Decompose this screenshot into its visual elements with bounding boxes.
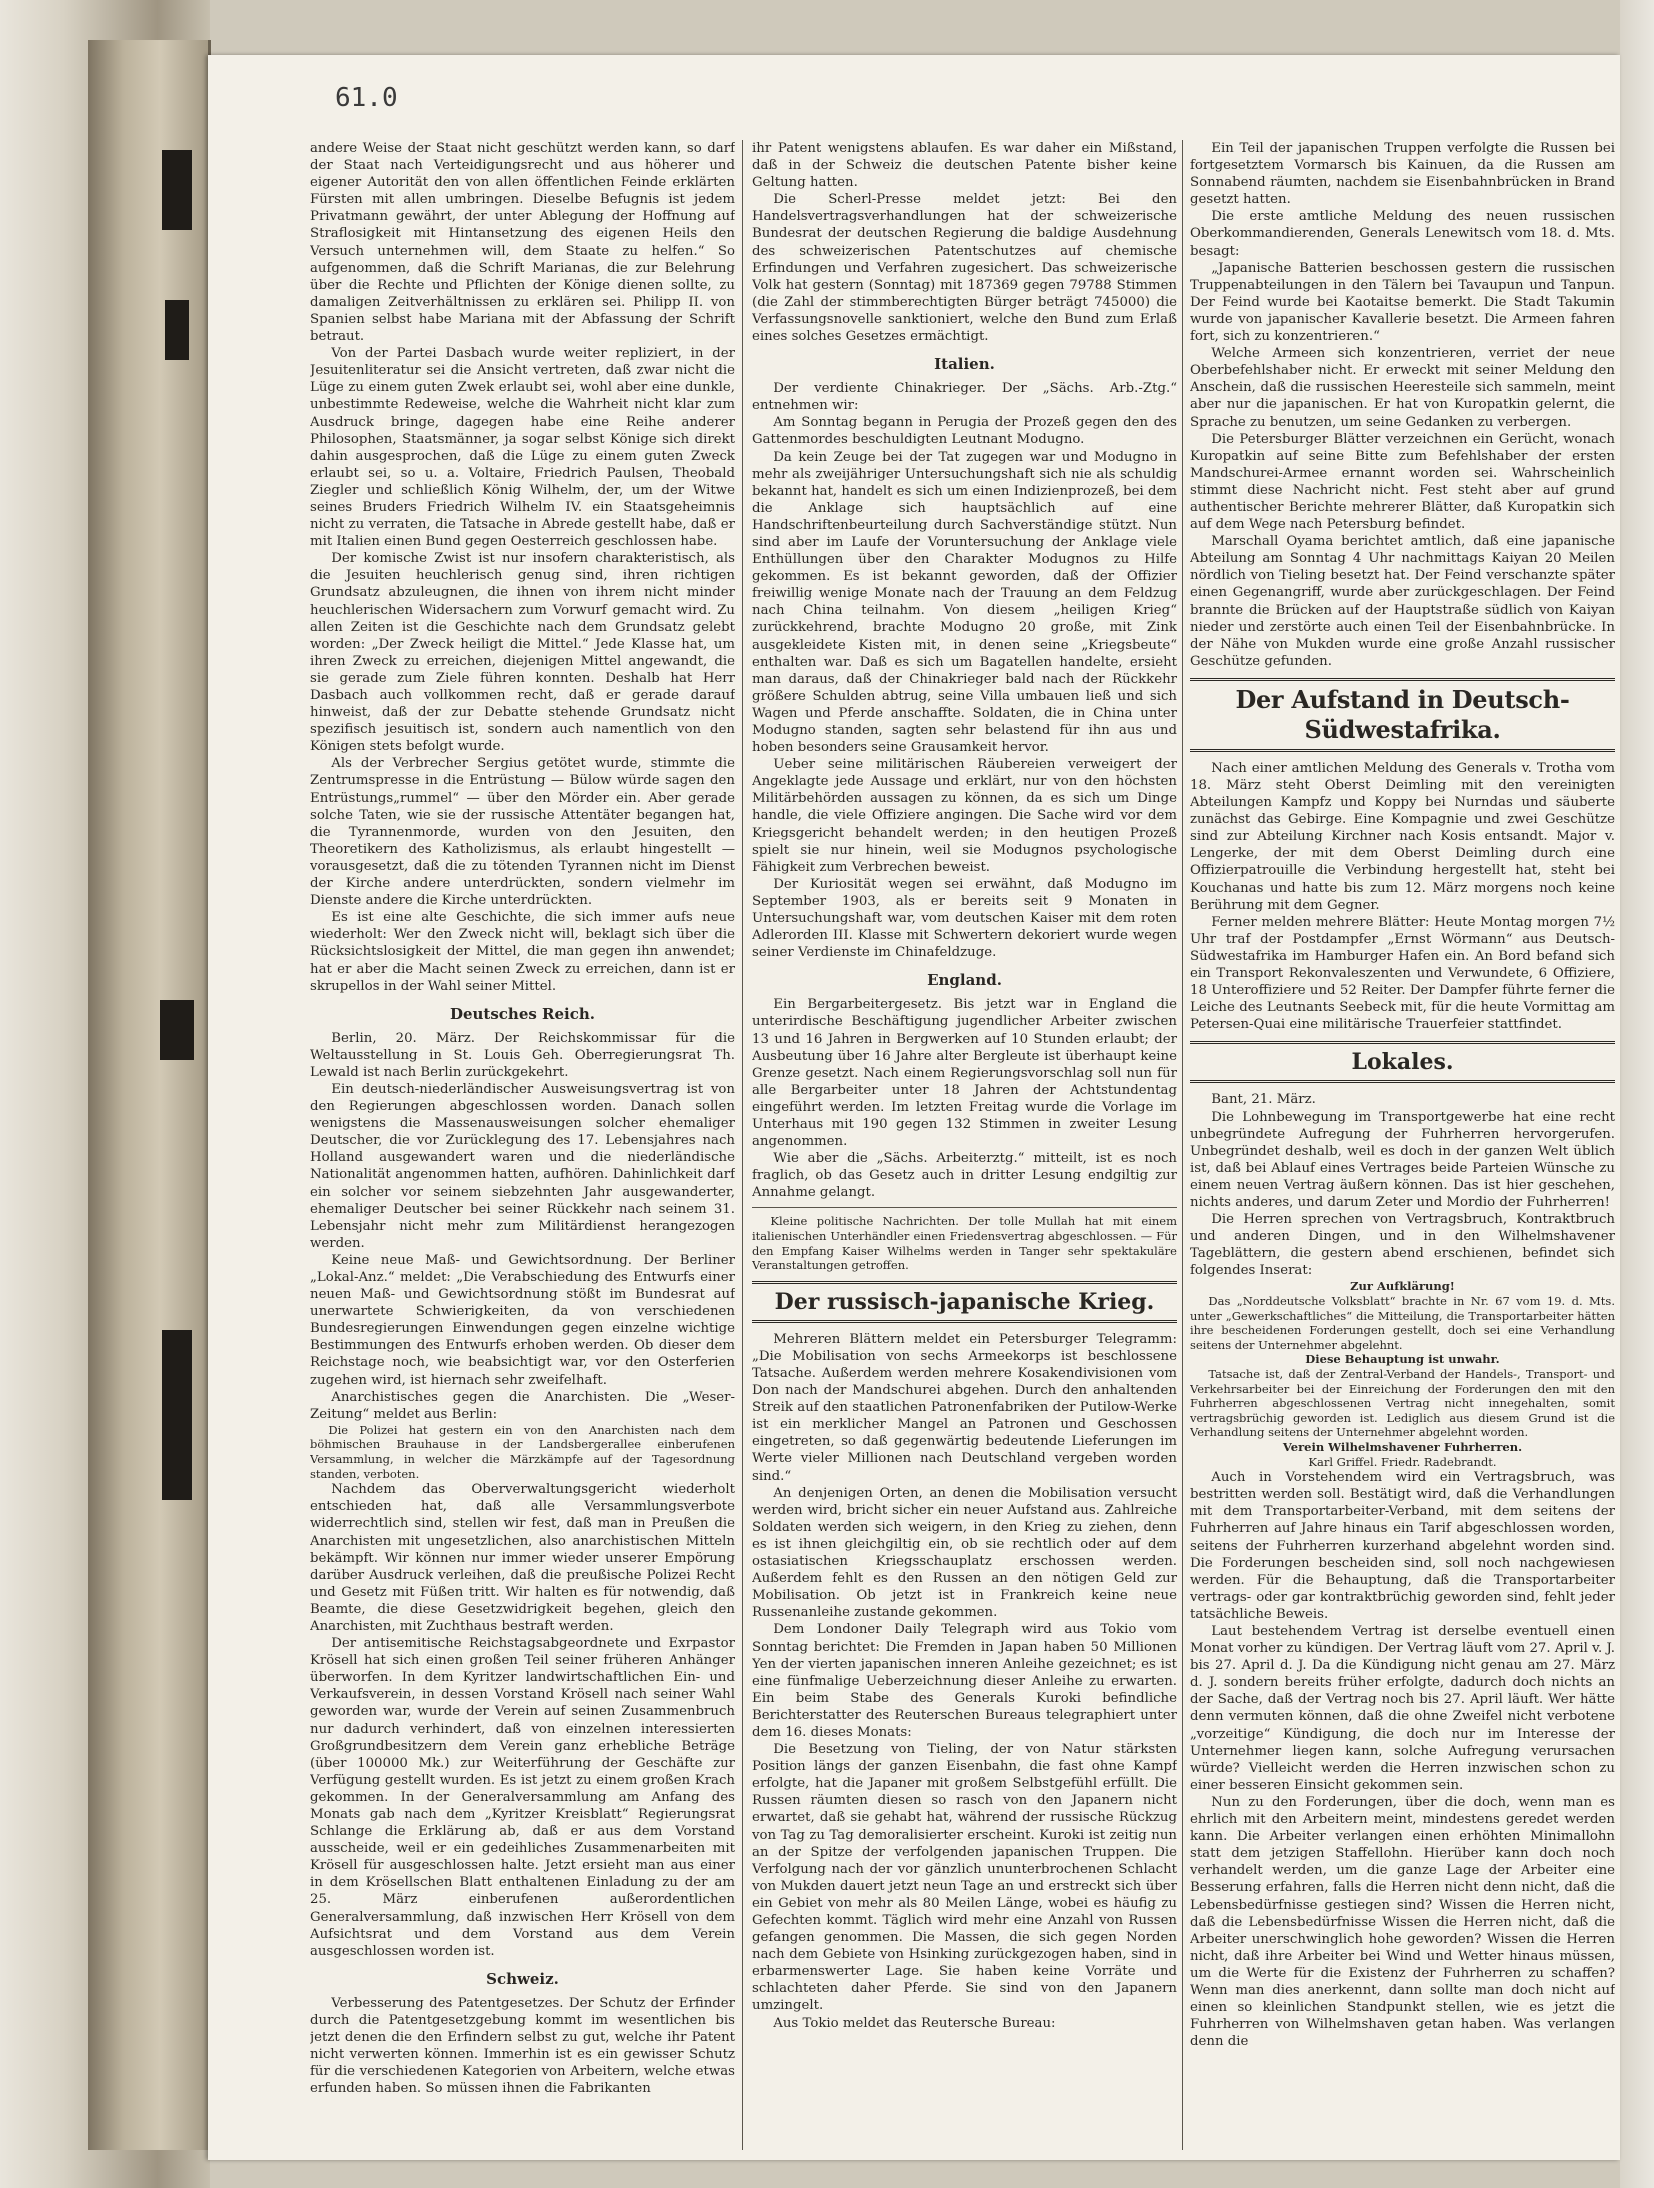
inserat-title: Zur Aufklärung! (1350, 1279, 1455, 1294)
divider (752, 1207, 1177, 1208)
col2-para: Mehreren Blättern meldet ein Petersburger Telegramm: „Die Mobilisation von sechs Armeekorps ist beschlossene Tatsache. Außerdem werden mehrere Kosakendivisionen vom Don nach der Mandschurei abgehen. Durch den anhaltenden Streik auf den staatlichen Patronenfabriken der Putilow-Werke ist ein merklicher Mangel an Patronen und Geschossen eingetreten, so daß gegenwärtig bedeutende Lieferungen im Werte vieler Millionen nach Deutschland vergeben worden sind.“ (752, 1331, 1177, 1484)
col1-para: Es ist eine alte Geschichte, die sich immer aufs neue wiederholt: Wer den Zweck nicht will, beklagt sich über die Rücksichtslosigkeit der Mittel, die man gegen ihn anwendet; hat er aber die Macht seinen Zweck zu erreichen, dann ist er skrupellos in der Wahl seiner Mittel. (310, 910, 735, 994)
section-heading-england: England. (927, 971, 1002, 990)
col1-para: Nachdem das Oberverwaltungsgericht wiederholt entschieden hat, daß alle Versammlungsverbote widerrechtlich sind, stellen wir fest, daß man in Preußen die Anarchisten mit ungesetzlichen, also anarchistischen Mitteln bekämpft. Wir können nur immer wieder unserer Empörung darüber Ausdruck verleihen, daß die preußische Polizei Recht und Gesetz mit Füßen tritt. Wir halten es für notwendig, daß Beamte, die diese Gesetzwidrigkeit begehen, gleich den Anarchisten, mit Zuchthaus bestraft werden. (310, 1482, 735, 1634)
page-number: 61.0 (335, 83, 398, 113)
col2-para: Die Scherl-Presse meldet jetzt: Bei den Handelsvertragsverhandlungen hat der schweizerische Bundesrat der deutschen Regierung die baldige Ausdehnung des schweizerischen Patentschutzes auf chemische Erfindungen und Verfahren zugesichert. Das schweizerische Volk hat gestern (Sonntag) mit 187369 gegen 79788 Stimmen (die Zahl der stimmberechtigten Bürger beträgt 745000) die Verfassungsnovelle sanktioniert, welche den Bund zum Erlaß eines solches Gesetzes ermächtigt. (752, 192, 1177, 345)
inserat-para: Diese Behauptung ist unwahr. (1305, 1352, 1500, 1367)
col3-para: Nun zu den Forderungen, über die doch, wenn man es ehrlich mit den Arbeitern meint, mindestens geredet werden kann. Die Arbeiter verlangen einen erhöhten Minimallohn statt dem jetzigen Staffellohn. Hierüber kann doch noch verhandelt werden, um die ganze Lage der Arbeiter eine Besserung erfahren, falls die Herren nicht denn nicht, daß die Lebensbedürfnisse gestiegen sind? Wissen die Herren nicht, daß die Lebensbedürfnisse Wissen die Herren nicht, daß die Arbeiter unerschwinglich hohe geworden? Wissen die Herren nicht, daß ihre Arbeiter bei Wind und Wetter hinaus müssen, um die Werte für die Existenz der Fuhrherren zu schaffen? Wenn man dies anerkennt, dann sollte man doch nicht auf einen so kleinlichen Standpunkt stellen, wie es jetzt die Fuhrherren von Wilhelmshaven getan haben. Was verlangen denn die (1190, 1794, 1615, 2050)
col2-para: Der verdiente Chinakrieger. Der „Sächs. Arb.-Ztg.“ entnehmen wir: (752, 381, 1177, 414)
col1-para: Berlin, 20. März. Der Reichskommissar für die Weltausstellung in St. Louis Geh. Oberregierungsrat Th. Lewald ist nach Berlin zurückgekehrt. (310, 1030, 735, 1080)
inserat-para: Tatsache ist, daß der Zentral-Verband der Handels-, Transport- und Verkehrsarbeiter bei der Einreichung der Forderungen den mit den Fuhrherren abgeschlossenen Vertrag nicht innegehalten, somit vertragsbrüchig geworden ist. Lediglich aus diesem Grund ist die Verhandlung seitens der Unternehmer abgelehnt worden. (1190, 1367, 1615, 1440)
col3-para: Die erste amtliche Meldung des neuen russischen Oberkommandierenden, Generals Lenewitsch vom 18. d. Mts. besagt: (1190, 209, 1615, 259)
col3-para: Ein Teil der japanischen Truppen verfolgte die Russen bei fortgesetztem Vormarsch bis Kainuen, da die Russen am Sonnabend räumten, nachdem sie Eisenbahnbrücken in Brand gesetzt hatten. (1190, 141, 1615, 208)
column-3 (1190, 140, 1615, 2155)
col3-para: Marschall Oyama berichtet amtlich, daß eine japanische Abteilung am Sonntag 4 Uhr nachmittags Kaiyan 20 Meilen nördlich von Tieling besetzt hat. Der Feind verschanzte später einen Gegenangriff, wurde aber zurückgeschlagen. Der Feind brannte die Brücken auf der Hauptstraße südlich von Kaiyan nieder und zerstörte auch einen Teil der Eisenbahnbrücke. In der Nähe von Mukden wurde eine große Anzahl russischer Geschütze gefunden. (1190, 534, 1615, 669)
headline-russisch-japanischer-krieg: Der russisch-japanische Krieg. (752, 1281, 1177, 1323)
col2-para: Ueber seine militärischen Räubereien verweigert der Angeklagte jede Aussage und erklärt, nur von den höchsten Militärbehörden aussagen zu können, da es sich um Dinge handle, die viele Offiziere angingen. Die Sache wird vor dem Kriegsgericht behandelt werden; in den heutigen Prozeß spielt sie nur hinein, weil sie Modugnos psychologische Fähigkeit zum Verbrechen beweist. (752, 757, 1177, 875)
column-2 (752, 140, 1177, 2155)
section-heading-schweiz: Schweiz. (486, 1969, 559, 1988)
col2-para: Ein Bergarbeitergesetz. Bis jetzt war in England die unterirdische Beschäftigung jugendlicher Arbeiter zwischen 13 und 16 Jahren in Bergwerken auf 10 Stunden erlaubt; der Ausbeutung über 16 Jahre alter Bergleute ist überhaupt keine Grenze gesetzt. Nach einem Regierungsvorschlag soll nun für alle Bergarbeiter unter 18 Jahren der Achtstundentag eingeführt werden. Im letzten Freitag wurde die Vorlage im Unterhaus mit 190 gegen 132 Stimmen in zweiter Lesung angenommen. (752, 997, 1177, 1150)
col1-para: Anarchistisches gegen die Anarchisten. Die „Weser-Zeitung“ meldet aus Berlin: (310, 1389, 735, 1422)
kleine-nachrichten: Kleine politische Nachrichten. Der tolle Mullah hat mit einem italienischen Unterhändler einen Friedensvertrag abgeschlossen. — Für den Empfang Kaiser Wilhelms werden in Tanger sehr spektakuläre Veranstaltungen getroffen. (752, 1214, 1177, 1273)
col3-para: Die Petersburger Blätter verzeichnen ein Gerücht, wonach Kuropatkin auf seine Bitte zum Befehlshaber der ersten Mandschurei-Armee ernannt worden sei. Wahrscheinlich stimmt diese Nachricht nicht. Fest steht aber auf grund authentischer Berichte mehrerer Blätter, daß Kuropatkin sich auf dem Wege nach Petersburg befindet. (1190, 431, 1615, 533)
col1-para: Ein deutsch-niederländischer Ausweisungsvertrag ist von den Regierungen abgeschlossen worden. Danach sollen wenigstens die Massenausweisungen solcher ehemaliger Deutscher, die vor Zurücklegung des 17. Lebensjahres nach Holland ausgewandert waren und die niederländische Nationalität angenommen hatten, aufhören. Dahinlichkeit darf ein solcher vor seinem siebzehnten Jahr ausgewanderter, ehemaliger Deutscher bei seiner Rückkehr nach seinem 31. Lebensjahr nicht mehr zum Militärdienst herangezogen werden. (310, 1081, 735, 1251)
headline-aufstand-suedwestafrika: Der Aufstand in Deutsch-Südwestafrika. (1190, 678, 1615, 752)
scan-right-margin (1620, 0, 1654, 2188)
col3-para: Nach einer amtlichen Meldung des Generals v. Trotha vom 18. März steht Oberst Deimling mit den vereinigten Abteilungen Kampfz und Koppy bei Nurndas und säuberte zunächst das Gebirge. Eine Kompagnie und zwei Geschütze sind zur Abteilung Kirchner nach Kosis entsandt. Major v. Lengerke, der mit dem Oberst Deimling durch eine Offizierpatrouille die Verbindung hergestellt hat, steht bei Kouchanas und hatte bis zum 12. März morgens noch keine Berührung mit dem Gegner. (1190, 760, 1615, 913)
col1-para: Die Polizei hat gestern ein von den Anarchisten nach dem böhmischen Brauhause in der Landsbergerallee einberufenen Versammlung, in welcher die Märzkämpfe auf der Tagesordnung standen, verboten. (310, 1422, 735, 1481)
col1-para: Der antisemitische Reichstagsabgeordnete und Exrpastor Krösell hat sich einen großen Teil seiner früheren Anhänger überworfen. In dem Kyritzer landwirtschaftlichen Ein- und Verkaufsverein, in dessen Vorstand Krösell nach seiner Wahl geworden war, wurde der Verein auf seinen Zusammenbruch nur dadurch verhindert, daß von einzelnen interessierten Großgrundbesitzern dem Verein ganz erhebliche Beträge (über 100000 Mk.) zur Weiterführung der Geschäfte zur Verfügung gestellt wurden. Es ist jetzt zu einem großen Krach gekommen. In der Generalversammlung am Anfang des Monats gab nach dem „Kyritzer Kreisblatt“ Regierungsrat Schlange die Erklärung ab, daß er aus dem Vorstand ausscheide, weil er ein gedeihliches Zusammenarbeiten mit Krösell für ausgeschlossen halte. Jetzt ersieht man aus einer in dem Krösellschen Blatt enthaltenen Einladung zu der am 25. März einberufenen außerordentlichen Generalversammlung, daß inzwischen Herr Krösell von dem Aufsichtsrat und dem Vorstand aus dem Verein ausgeschlossen worden ist. (310, 1636, 735, 1959)
col3-para: Bant, 21. März. (1211, 1092, 1316, 1108)
inserat-signature: Verein Wilhelmshavener Fuhrherren. (1282, 1439, 1523, 1454)
col2-para: Da kein Zeuge bei der Tat zugegen war und Modugno in mehr als zweijähriger Untersuchungshaft sich nie als schuldig bekannt hat, handelt es sich um einen Indizienprozeß, bei dem die Anklage sich hauptsächlich auf eine Handschriftenbeurteilung durch Sachverständige stützt. Nun sind aber im Laufe der Voruntersuchung der Anklage viele Enthüllungen über den Charakter Modugnos zu Hilfe gekommen. Es ist bekannt geworden, daß der Offizier freiwillig wenige Monate nach der Trauung an dem Feldzug nach China teilnahm. Von diesem „heiligen Krieg“ zurückkehrend, brachte Modugno 20 große, mit Zink ausgekleidete Kisten mit, in denen seine „Kriegsbeute“ enthalten war. Daß es sich um Bagatellen handelte, ersieht man daraus, daß der Chinakrieger bald nach der Rückkehr größere Schulden abtrug, seine Villa umbauen ließ und sich Wagen und Pferde anschaffte. Soldaten, die in China unter Modugno standen, sagten sehr belastend für ihn aus und hoben besonders seine Grausamkeit hervor. (752, 449, 1177, 756)
binding-tab-1 (162, 150, 192, 230)
col3-para: „Japanische Batterien beschossen gestern die russischen Truppenabteilungen in den Tälern bei Tavaupun und Tanpun. Der Feind wurde bei Kaotaitse bemerkt. Die Stadt Takumin wurde von japanischer Kavallerie besetzt. Die Armeen fahren fort, sich zu konzentrieren.“ (1190, 260, 1615, 345)
col3-para: Die Herren sprechen von Vertragsbruch, Kontraktbruch und anderen Dingen, und in den Wilhelmshavener Tageblättern, die gestern abend erschienen, befindet sich folgendes Inserat: (1190, 1212, 1615, 1279)
col2-para: Dem Londoner Daily Telegraph wird aus Tokio vom Sonntag berichtet: Die Fremden in Japan haben 50 Millionen Yen der vierten japanischen inneren Anleihe gezeichnet; es ist eine fünfmalige Ueberzeichnung dieser Anleihe zu erwarten. Ein beim Stabe des Generals Kuroki befindliche Berichterstatter des Reuterschen Bureaus telegraphiert unter dem 16. dieses Monats: (752, 1622, 1177, 1740)
col1-para: Der komische Zwist ist nur insofern charakteristisch, als die Jesuiten heuchlerisch genug sind, ihren richtigen Grundsatz abzuleugnen, die ihnen von ihrem nicht minder heuchlerischen Widersachern zum Vorwurf gemacht wird. Zu allen Zeiten ist die Geschichte nach dem Grundsatz gelebt worden: „Der Zweck heiligt die Mittel.“ Jede Klasse hat, um ihren Zweck zu erreichen, diejenigen Mittel angewandt, die sie gerade zum Ziele führen konnten. Deshalb hat Herr Dasbach auch vollkommen recht, daß er gerade darauf hinweist, daß der zur Debatte stehende Grundsatz nicht spezifisch jesuitisch ist, sondern auch namentlich von den Königen stets befolgt wurde. (310, 551, 735, 755)
column-1 (310, 140, 735, 2155)
col3-para: Auch in Vorstehendem wird ein Vertragsbruch, was bestritten werden soll. Bestätigt wird, daß die Verhandlungen mit dem Transportarbeiter-Verband, mit dem seitens der Fuhrherren auf Jahre hinaus ein Tarif abgeschlossen worden, seitens der Fuhrherren kurzerhand abgelehnt worden sind. Die Forderungen bescheiden sind, soll noch nachgewiesen werden. Für die Behauptung, daß die Transportarbeiter vertrags- oder gar kontraktbrüchig geworden sind, fehlt jeder tatsächliche Beweis. (1190, 1470, 1615, 1622)
col3-para: Ferner melden mehrere Blätter: Heute Montag morgen 7½ Uhr traf der Postdampfer „Ernst Wörmann“ aus Deutsch-Südwestafrika im Hamburger Hafen ein. An Bord befand sich ein Transport Rekonvaleszenten und Verwundete, 6 Offiziere, 18 Unteroffiziere und 52 Reiter. Der Dampfer führte ferner die Leiche des Leutnants Seebeck mit, für die heute Vormittag am Petersen-Quai eine militärische Trauerfeier stattfindet. (1190, 914, 1615, 1033)
col2-para: Wie aber die „Sächs. Arbeiterztg.“ mitteilt, ist es noch fraglich, ob das Gesetz auch in dritter Lesung endgiltig zur Annahme gelangt. (752, 1151, 1177, 1201)
col2-para: Die Besetzung von Tieling, der von Natur stärksten Position längs der ganzen Eisenbahn, die fast ohne Kampf erfolgte, hat die Japaner mit großem Selbstgefühl erfüllt. Die Russen räumten diesen so rasch von den Japanern nicht erwartet, daß sie gehabt hat, während der russische Rückzug von Tag zu Tag demoralisierter erscheint. Kuroki ist zeitig nun an der Spitze der verfolgenden japanischen Truppen. Die Verfolgung nach der vor gänzlich ununterbrochenen Schlacht von Mukden dauert jetzt neun Tage an und erstreckt sich über ein Gebiet von mehr als 80 Meilen Länge, wobei es häufig zu Gefechten kommt. Täglich wird mehr eine Anzahl von Russen gefangen genommen. Die Massen, die sich gegen Norden nach dem Gebiete von Hsinking zurückgezogen haben, sind in erbarmenswerter Lage. Sie haben keine Vorräte und schlachteten daher Pferde. Sie sind von den Japanern umzingelt. (752, 1742, 1177, 2014)
column-rule-1 (742, 140, 743, 2150)
section-heading-italien: Italien. (934, 355, 995, 374)
col2-para: Aus Tokio meldet das Reutersche Bureau: (773, 2015, 1056, 2031)
col2-para: ihr Patent wenigstens ablaufen. Es war daher ein Mißstand, daß in der Schweiz die deutschen Patente bisher keine Geltung hatten. (752, 141, 1177, 191)
col2-para: Am Sonntag begann in Perugia der Prozeß gegen den des Gattenmordes beschuldigten Leutnant Modugno. (752, 415, 1177, 448)
col1-para: Von der Partei Dasbach wurde weiter repliziert, in der Jesuitenliteratur sei die Ansicht vertreten, daß zwar nicht die Lüge zu einem guten Zwek erlaubt sei, wohl aber eine dunkle, unbestimmte Redeweise, welche die Wahrheit nicht klar zum Ausdruck bringe, dagegen habe eine Reihe anderer Philosophen, Staatsmänner, ja sogar selbst Könige sich direkt dahin ausgesprochen, daß die Lüge zu einem guten Zweck erlaubt sei, so u. a. Voltaire, Friedrich Paulsen, Theobald Ziegler und schließlich König Wilhelm, der, um der Witwe seines Bruders Friedrich Wilhelm IV. ein Staatsgeheimnis nicht zu verraten, die Tatsache in Abrede gestellt habe, daß er mit Italien einen Bund gegen Oesterreich geschlossen habe. (310, 346, 735, 550)
book-binding-strip (88, 40, 211, 2150)
col1-para: Keine neue Maß- und Gewichtsordnung. Der Berliner „Lokal-Anz.“ meldet: „Die Verabschiedung des Entwurfs einer neuen Maß- und Gewichtsordnung stößt im Bundesrat auf unerwartete Schwierigkeiten, da von verschiedenen Bundesregierungen Einwendungen gegen einzelne wichtige Bestimmungen des Entwurfs erhoben werden. Ob dieser dem Reichstage noch, wie beabsichtigt war, vor den Osterferien zugehen wird, ist hiernach sehr zweifelhaft. (310, 1252, 735, 1388)
inserat-names: Karl Griffel. Friedr. Radebrandt. (1308, 1454, 1497, 1469)
column-rule-2 (1182, 140, 1183, 2150)
binding-tab-3 (160, 1000, 194, 1060)
col3-para: Die Lohnbewegung im Transportgewerbe hat eine recht unbegründete Aufregung der Fuhrherren hervorgerufen. Unbegründet deshalb, weil es doch in der ganzen Welt üblich ist, daß bei Ablauf eines Vertrages beide Parteien Wünsche zu einem neuen Vertrag äußern können. Das ist hier geschehen, nichts anderes, und darum Zeter und Mordio der Fuhrherren! (1190, 1109, 1615, 1210)
section-heading-deutsches-reich: Deutsches Reich. (449, 1004, 596, 1023)
col3-para: Welche Armeen sich konzentrieren, verriet der neue Oberbefehlshaber nicht. Er erweckt mit seiner Meldung den Anschein, daß die russischen Heeresteile sich sammeln, meint aber nur die japanischen. Er hat von Kuropatkin gelernt, die Sprache zu benutzen, um seine Gedanken zu verbergen. (1190, 346, 1615, 430)
col3-para: Laut bestehendem Vertrag ist derselbe eventuell einen Monat vorher zu kündigen. Der Vertrag läuft vom 27. April v. J. bis 27. April d. J. Da die Kündigung nicht genau am 27. März d. J. sondern bereits früher erfolgte, dadurch doch nichts an der Sache, daß der Vertrag noch bis 27. April läuft. Wer hätte denn vermuten können, daß die ohne Zweifel nicht verbotene „vorzeitige“ Kündigung, die doch nur im Interesse der Unternehmer liegen kann, solche Aufregung verursachen würde? Vielleicht werden die Herren inzwischen schon zu einer besseren Einsicht gekommen sein. (1190, 1624, 1615, 1793)
col2-para: Der Kuriosität wegen sei erwähnt, daß Modugno im September 1903, als er bereits seit 9 Monaten in Untersuchungshaft war, vom deutschen Kaiser mit dem roten Adlerorden III. Klasse mit Schwertern dekoriert wurde wegen seiner Verdienste im Chinafeldzuge. (752, 876, 1177, 961)
binding-tab-2 (165, 300, 189, 360)
binding-tab-4 (162, 1330, 192, 1500)
col1-para: Als der Verbrecher Sergius getötet wurde, stimmte die Zentrumspresse in die Entrüstung — Bülow würde sagen den Entrüstungs„rummel“ — über den Mörder ein. Aber gerade solche Taten, wie sie der russische Attentäter begangen hat, die Tyrannenmorde, wurden von den Jesuiten, den Theoretikern des Katholizismus, als erlaubt hingestellt — vorausgesetzt, daß die zu tötenden Tyrannen nicht im Dienst der Kirche andere unterdrückten, sondern vielmehr im Dienste andere die Kirche unterdrückten. (310, 756, 735, 909)
col1-para: Verbesserung des Patentgesetzes. Der Schutz der Erfinder durch die Patentgesetzgebung kommt im wesentlichen bis jetzt denen die den Erfindern selbst zu gut, welche ihr Patent nicht verwerten können. Immerhin ist es ein gewisser Schutz für die verschiedenen Kategorien von Arbeitern, welche etwas erfunden haben. So müssen ihnen die Fabrikanten (310, 1995, 735, 2097)
headline-lokales: Lokales. (1190, 1041, 1615, 1083)
col1-para: andere Weise der Staat nicht geschützt werden kann, so darf der Staat nach Verteidigungsrecht und aus höherer und eigener Autorität den von allen öffentlichen Feinde erklärten Fürsten mit allen umbringen. Dieselbe Befugnis ist jedem Privatmann gewährt, der unter Ablegung der Hoffnung auf Straflosigkeit mit Hintansetzung des eigenen Heils den Versuch unternehmen will, dem Staate zu helfen.“ So aufgenommen, daß die Schrift Marianas, die zur Belehrung über die Rechte und Pflichten der Könige dienen sollte, zu damaligen Zeitverhältnissen zu erklären sei. Philipp II. von Spanien selbst habe Mariana mit der Abfassung der Schrift betraut. (310, 141, 735, 345)
col2-para: An denjenigen Orten, an denen die Mobilisation versucht werden wird, bricht sicher ein neuer Aufstand aus. Zahlreiche Soldaten werden sich weigern, in den Krieg zu ziehen, denn es ist ihnen gleichgiltig ein, ob sie rechtlich oder auf dem ostasiatischen Kriegsschauplatz erschossen werden. Außerdem fehlt es den Russen an den nötigen Geld zur Mobilisation. Ob jetzt ist in Frankreich keine neue Russenanleihe zustande gekommen. (752, 1485, 1177, 1621)
inserat-para: Das „Norddeutsche Volksblatt“ brachte in Nr. 67 vom 19. d. Mts. unter „Gewerkschaftliches“ die Mitteilung, die Transportarbeiter hätten ihre bescheidenen Forderungen gestellt, doch sei eine Verhandlung seitens der Unternehmer abgelehnt. (1190, 1294, 1615, 1352)
